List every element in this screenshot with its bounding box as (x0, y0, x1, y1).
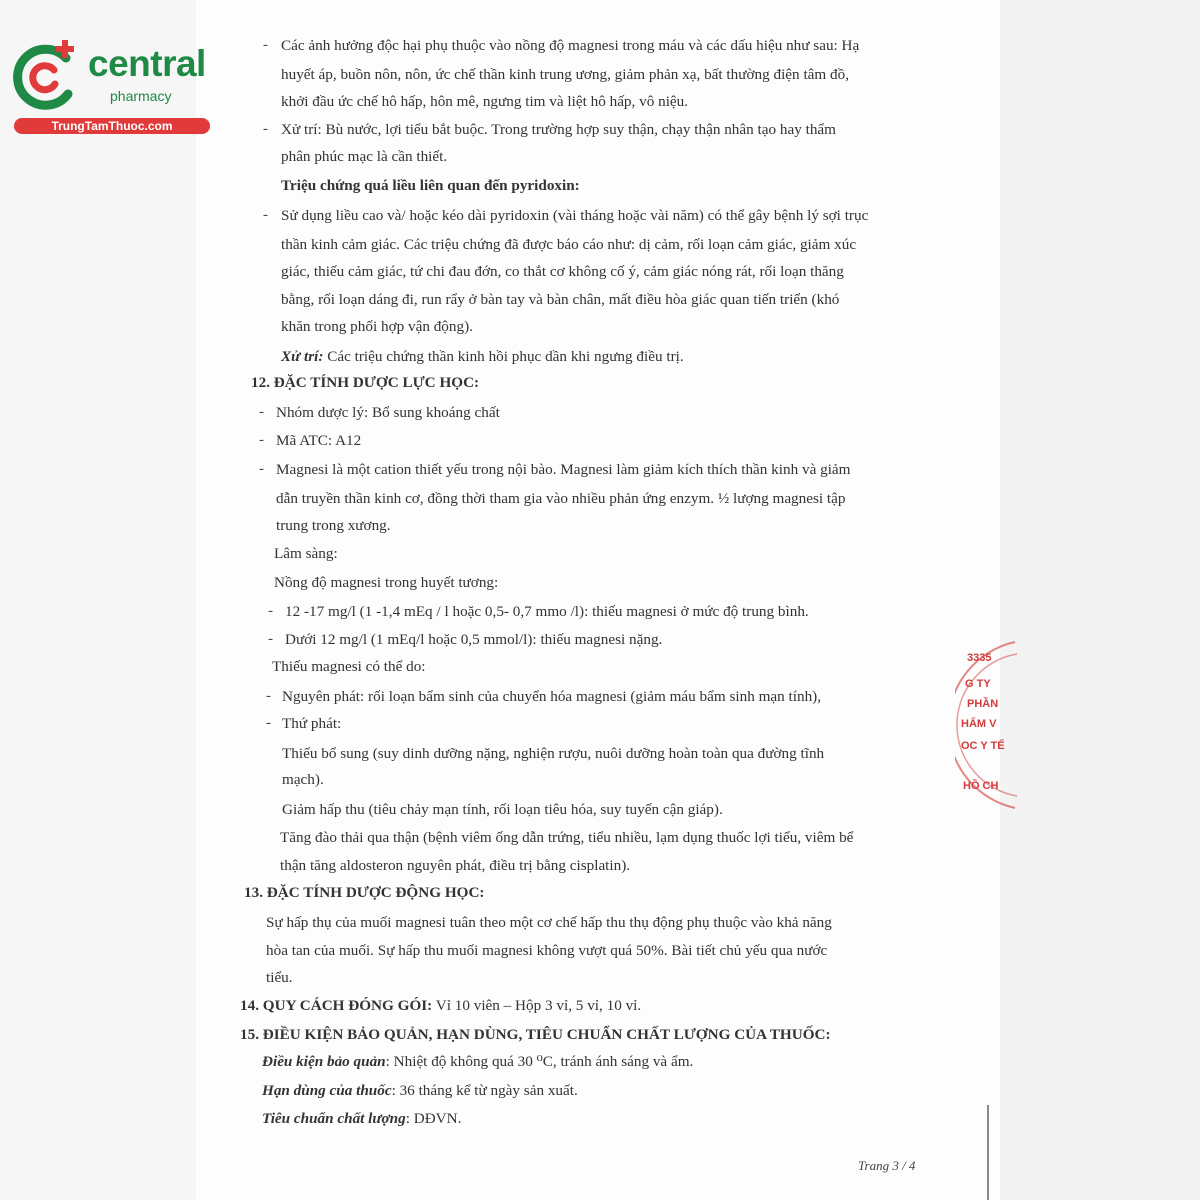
bullet-dash: - (266, 688, 271, 704)
text-line: hòa tan của muối. Sự hấp thu muối magnesi không vượt quá 50%. Bài tiết chủ yếu qua nước (266, 942, 828, 959)
text-line: Dưới 12 mg/l (1 mEq/l hoặc 0,5 mmol/l): thiếu magnesi nặng. (285, 631, 663, 648)
section-14-text: Vỉ 10 viên – Hộp 3 vỉ, 5 vỉ, 10 vỉ. (432, 997, 642, 1014)
logo-sub-text: pharmacy (110, 88, 172, 104)
stamp-text-3: PHẦN (967, 698, 999, 710)
quality-line (262, 1110, 461, 1128)
text-line: giác, thiếu cảm giác, tứ chi đau đớn, co thắt cơ không cố ý, cảm giác nóng rát, rối loạn thăng (281, 263, 844, 280)
text-line: khởi đầu ức chế hô hấp, hôn mê, ngưng tim và liệt hô hấp, vô niệu. (281, 93, 689, 110)
text-line: Sử dụng liều cao và/ hoặc kéo dài pyridoxin (vài tháng hoặc vài năm) có thể gây bệnh lý sợi trục (281, 207, 869, 224)
subheading: Triệu chứng quá liều liên quan đến pyridoxin: (281, 177, 580, 194)
section-heading-13: 13. ĐẶC TÍNH DƯỢC ĐỘNG HỌC: (244, 884, 485, 901)
expiry-line (262, 1082, 578, 1100)
bullet-dash: - (263, 37, 268, 53)
text-line: trung trong xương. (276, 517, 391, 534)
central-logo-icon (8, 36, 88, 116)
stamp-text-6: HỒ CH (963, 780, 999, 792)
expiry-text: : 36 tháng kể từ ngày sản xuất. (391, 1082, 578, 1099)
text-line: Tăng đào thải qua thận (bệnh viêm ống dẫn trứng, tiểu nhiều, lạm dụng thuốc lợi tiểu, viêm bể (280, 829, 854, 846)
text-line: Mã ATC: A12 (276, 432, 362, 449)
company-stamp (955, 640, 1015, 810)
text-line: Nồng độ magnesi trong huyết tương: (274, 574, 499, 591)
section-heading-12: 12. ĐẶC TÍNH DƯỢC LỰC HỌC: (251, 374, 480, 391)
text-line: 12 -17 mg/l (1 -1,4 mEq / l hoặc 0,5- 0,7 mmo /l): thiếu magnesi ở mức độ trung bình. (285, 603, 809, 620)
section-heading-15: 15. ĐIỀU KIỆN BẢO QUẢN, HẠN DÙNG, TIÊU CHUẨN CHẤT LƯỢNG CỦA THUỐC: (240, 1026, 831, 1043)
text-line: thận tăng aldosteron nguyên phát, điều trị bằng cisplatin). (280, 857, 631, 874)
text-line: huyết áp, buồn nôn, nôn, ức chế thần kinh trung ương, giảm phản xạ, bất thường điện tâm đồ, (281, 66, 849, 83)
logo-brand-text: central (88, 43, 206, 84)
section-heading-14: 14. QUY CÁCH ĐÓNG GÓI: (240, 997, 433, 1014)
text-line: Các ảnh hưởng độc hại phụ thuộc vào nồng độ magnesi trong máu và các dấu hiệu như sau: Hạ (281, 37, 860, 54)
stamp-text-2: G TY (965, 678, 991, 690)
quality-label: Tiêu chuẩn chất lượng (262, 1110, 406, 1127)
section-14 (240, 997, 641, 1015)
logo-site-bar: TrungTamThuoc.com (14, 118, 210, 134)
text-line: mạch). (282, 771, 324, 788)
bullet-dash: - (268, 603, 273, 619)
quality-text: : DĐVN. (405, 1110, 462, 1127)
text-line: Nhóm dược lý: Bổ sung khoáng chất (276, 404, 500, 421)
text-line: phân phúc mạc là cần thiết. (281, 148, 448, 165)
page-edge-line (987, 1105, 989, 1200)
text-line: thần kinh cảm giác. Các triệu chứng đã được báo cáo như: dị cảm, rối loạn cảm giác, giảm xúc (281, 236, 857, 253)
page-margin (1000, 0, 1200, 1200)
treatment-text: Các triệu chứng thần kinh hồi phục dần khi ngưng điều trị. (323, 348, 684, 365)
text-line: khăn trong phối hợp vận động). (281, 318, 473, 335)
text-line: Lâm sàng: (274, 545, 338, 562)
bullet-dash: - (266, 715, 271, 731)
text-line: tiểu. (266, 969, 293, 986)
text-line: Thiếu magnesi có thể do: (272, 658, 426, 675)
storage-text: : Nhiệt độ không quá 30 ⁰C, tránh ánh sáng và ẩm. (385, 1053, 694, 1070)
text-line: Sự hấp thụ của muối magnesi tuân theo một cơ chế hấp thu thụ động phụ thuộc vào khả năng (266, 914, 832, 931)
text-line: Giảm hấp thu (tiêu chảy mạn tính, rối loạn tiêu hóa, suy tuyến cận giáp). (282, 801, 723, 818)
page-number: Trang 3 / 4 (858, 1158, 916, 1173)
bullet-dash: - (268, 631, 273, 647)
text-line: Magnesi là một cation thiết yếu trong nội bào. Magnesi làm giảm kích thích thần kinh và giảm (276, 461, 851, 478)
text-line: Xử trí: Bù nước, lợi tiểu bắt buộc. Trong trường hợp suy thận, chạy thận nhân tạo hay thẩm (281, 121, 836, 138)
treatment-line (281, 348, 684, 366)
bullet-dash: - (263, 207, 268, 223)
text-line: Thứ phát: (282, 715, 342, 732)
stamp-text-5: OC Y TẾ (961, 740, 1005, 752)
text-line: Nguyên phát: rối loạn bẩm sinh của chuyển hóa magnesi (giảm máu bẩm sinh mạn tính), (282, 688, 822, 705)
treatment-label: Xử trí: (281, 348, 324, 365)
bullet-dash: - (259, 461, 264, 477)
text-line: dẫn truyền thần kinh cơ, đồng thời tham gia vào nhiều phản ứng enzym. ½ lượng magnesi tập (276, 490, 846, 507)
text-line: bằng, rối loạn dáng đi, run rẩy ở bàn tay và bàn chân, mất điều hòa giác quan tiến triển (khó (281, 291, 840, 308)
stamp-text-4: HẨM V (961, 718, 997, 730)
bullet-dash: - (259, 432, 264, 448)
bullet-dash: - (259, 404, 264, 420)
expiry-label: Hạn dùng của thuốc (262, 1082, 392, 1099)
storage-label: Điều kiện bảo quản (262, 1053, 386, 1070)
text-line: Thiếu bổ sung (suy dinh dưỡng nặng, nghiện rượu, nuôi dưỡng hoàn toàn qua đường tĩnh (282, 745, 825, 762)
stamp-text-1: 3335 (967, 652, 992, 664)
bullet-dash: - (263, 121, 268, 137)
storage-line (262, 1053, 693, 1071)
